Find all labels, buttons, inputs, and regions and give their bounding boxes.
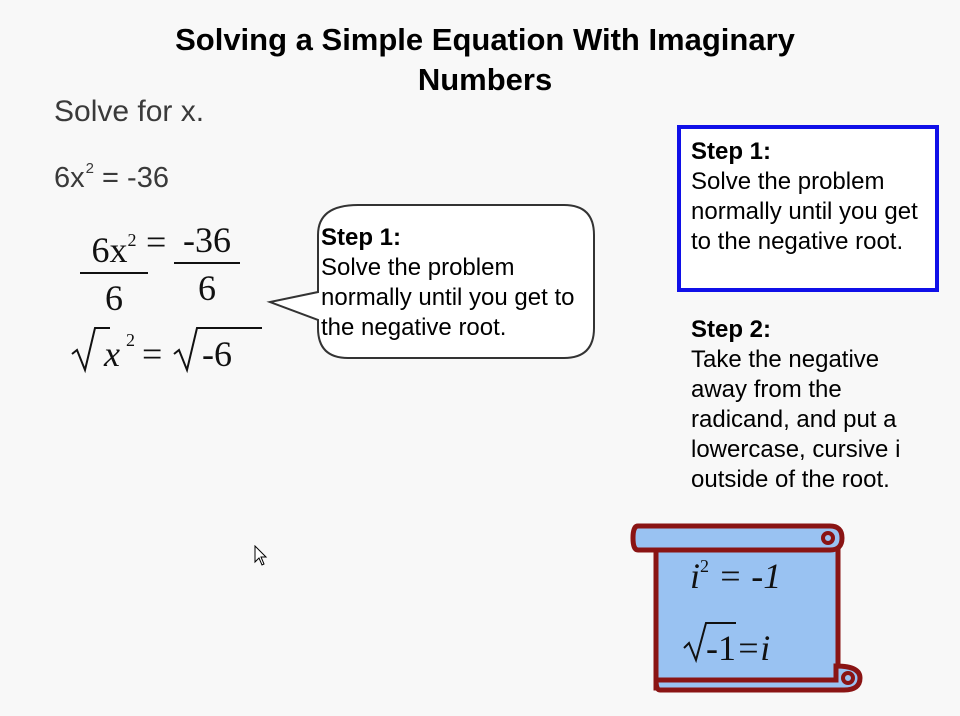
problem-rhs: = -36: [93, 162, 169, 194]
solve-prompt: Solve for x.: [54, 95, 205, 128]
fraction-left-bar: [80, 272, 148, 274]
fraction-left: [80, 220, 148, 318]
scroll-eq1-rhs: = -1: [718, 556, 782, 596]
fraction-left-exponent: 2: [127, 230, 137, 250]
problem-lhs: 6x: [54, 162, 85, 194]
callout-text: [321, 223, 591, 343]
callout-body: Solve the problem normally until you get to the negative root.: [321, 254, 575, 341]
scroll-equation-1: [690, 555, 781, 597]
step1-heading: Step 1:: [691, 138, 772, 165]
scroll-eq1-exponent: 2: [700, 556, 710, 576]
root-equals: =: [142, 334, 163, 374]
scroll-equation-2: [706, 627, 770, 669]
fraction-right: [174, 220, 240, 308]
step2-heading: Step 2:: [691, 316, 772, 343]
title-line-1: Solving a Simple Equation With Imaginary: [175, 22, 795, 57]
root-equation: [70, 322, 270, 378]
fraction-right-denominator: 6: [198, 268, 216, 308]
step2-text: [691, 315, 941, 495]
fraction-left-num-text: 6x: [91, 230, 128, 270]
fraction-right-bar: [174, 262, 240, 264]
scroll-graphic: [630, 520, 866, 696]
root-radicand: -6: [202, 334, 232, 374]
fraction-left-denominator: 6: [105, 278, 123, 318]
slide-title: [100, 20, 870, 100]
fraction-left-numerator: [80, 220, 148, 270]
callout-heading: Step 1:: [321, 224, 402, 251]
scroll-eq1-base: i: [690, 556, 701, 596]
step1-text: [691, 137, 931, 257]
step2-body: Take the negative away from the radicand, and put a lowercase, cursive i outside of the root.: [691, 346, 901, 493]
title-line-2: Numbers: [417, 62, 553, 97]
step1-body: Solve the problem normally until you get to the negative root.: [691, 168, 918, 255]
scroll-top-roll: [633, 526, 842, 550]
root-variable: x: [104, 334, 120, 374]
problem-exponent: 2: [85, 160, 94, 177]
fraction-right-numerator: -36: [183, 220, 231, 260]
root-exponent: 2: [126, 330, 135, 350]
mouse-cursor-icon: [254, 545, 270, 567]
scroll-eq2-radicand: -1: [706, 628, 736, 668]
scroll-eq2-rhs: =i: [736, 628, 771, 668]
problem-equation: [54, 160, 169, 195]
fraction-equals: =: [146, 222, 167, 262]
